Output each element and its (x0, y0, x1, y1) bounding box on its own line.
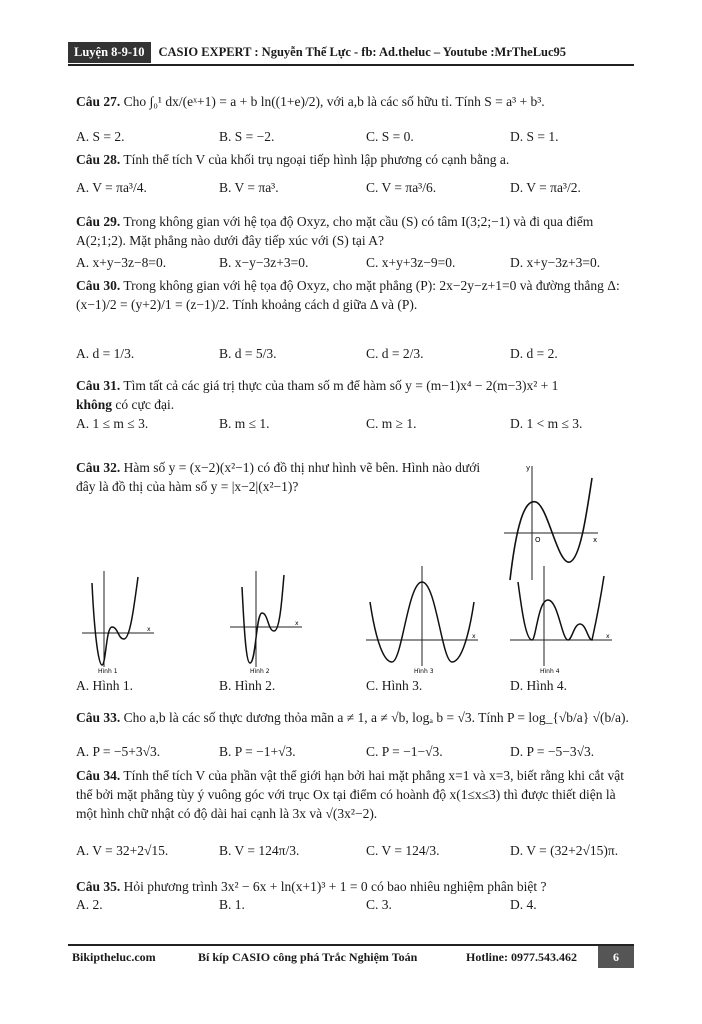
option-b: B. P = −1+√3. (219, 744, 296, 759)
question-32: Câu 32. Hàm số y = (x−2)(x²−1) có đồ thị như hình vẽ bên. Hình nào dưới đây là đồ thị của hàm số y = |x−2|(x²−1)? (76, 460, 481, 494)
figure-2-caption: Hình 2 (250, 668, 270, 675)
figure-4-caption: Hình 4 (540, 668, 560, 675)
option-c: C. m ≥ 1. (366, 416, 417, 431)
svg-text:x: x (472, 633, 476, 640)
option-c: C. S = 0. (366, 129, 414, 144)
svg-text:x: x (295, 620, 299, 627)
option-a: A. Hình 1. (76, 678, 133, 693)
option-a: A. 1 ≤ m ≤ 3. (76, 416, 149, 431)
options-30 (76, 346, 632, 366)
option-b: B. x−y−3z+3=0. (219, 255, 309, 270)
figure-1-graph (78, 567, 158, 675)
question-27: Câu 27. Cho ∫₀¹ dx/(eˣ+1) = a + b ln((1+e)/2), với a,b là các số hữu tỉ. Tính S = a³ + b³. (76, 94, 545, 109)
option-d: D. x+y−3z+3=0. (510, 255, 601, 270)
option-b: B. V = 124π/3. (219, 843, 300, 858)
figure-4-graph (506, 562, 616, 675)
options-32 (76, 678, 632, 698)
page-footer (68, 944, 634, 968)
options-34 (76, 843, 632, 863)
question-30: Câu 30. Trong không gian với hệ tọa độ Oxyz, cho mặt phẳng (P): 2x−2y−z+1=0 và đường thẳng Δ: (x−1)/2 = (y+2)/1 = (z−1)/2. Tính khoảng cách d giữa Δ và (P). (76, 278, 620, 312)
option-b: B. d = 5/3. (219, 346, 277, 361)
option-d: D. P = −5−3√3. (510, 744, 595, 759)
option-a: A. d = 1/3. (76, 346, 135, 361)
option-c: C. x+y+3z−9=0. (366, 255, 456, 270)
options-33 (76, 744, 632, 764)
options-28 (76, 180, 632, 200)
option-a: A. x+y−3z−8=0. (76, 255, 167, 270)
option-d: D. 1 < m ≤ 3. (510, 416, 583, 431)
option-b: B. 1. (219, 897, 245, 912)
option-b: B. Hình 2. (219, 678, 276, 693)
option-b: B. S = −2. (219, 129, 275, 144)
header-text: CASIO EXPERT : Nguyễn Thế Lực - fb: Ad.theluc – Youtube :MrTheLuc95 (158, 44, 567, 59)
options-31 (76, 416, 632, 436)
svg-text:y: y (526, 464, 531, 472)
svg-text:x: x (147, 626, 151, 633)
option-d: D. S = 1. (510, 129, 559, 144)
figure-1-caption: Hình 1 (98, 668, 118, 675)
question-35: Câu 35. Hỏi phương trình 3x² − 6x + ln(x+1)³ + 1 = 0 có bao nhiêu nghiệm phân biệt ? (76, 879, 547, 894)
question-33: Câu 33. Cho a,b là các số thực dương thỏa mãn a ≠ 1, a ≠ √b, logₐ b = √3. Tính P = log_{√b/a} √(b/a). (76, 710, 629, 725)
question-28: Câu 28. Tính thể tích V của khối trụ ngoại tiếp hình lập phương có cạnh bằng a. (76, 152, 510, 167)
options-27 (76, 129, 632, 149)
figure-3-caption: Hình 3 (414, 668, 434, 675)
option-a: A. V = 32+2√15. (76, 843, 169, 858)
option-a: A. 2. (76, 897, 103, 912)
option-d: D. V = (32+2√15)π. (510, 843, 619, 858)
option-b: B. V = πa³. (219, 180, 279, 195)
option-d: D. d = 2. (510, 346, 558, 361)
option-c: C. P = −1−√3. (366, 744, 443, 759)
options-35 (76, 897, 632, 917)
footer-title: Bí kíp CASIO công phá Trắc Nghiệm Toán (198, 949, 418, 964)
option-a: A. V = πa³/4. (76, 180, 147, 195)
page-header (68, 40, 634, 66)
options-29 (76, 255, 632, 275)
footer-hotline: Hotline: 0977.543.462 (466, 949, 577, 964)
option-c: C. d = 2/3. (366, 346, 424, 361)
option-c: C. V = 124/3. (366, 843, 440, 858)
question-34: Câu 34. Tính thể tích V của phần vật thể giới hạn bởi hai mặt phẳng x=1 và x=3, biết rằng khi cắt vật thể bởi mặt phẳng tùy ý vuông góc với trục Ox tại điểm có hoành độ x(1≤x≤3) thì được thiết diện là một hình chữ nhật có độ dài hai cạnh là 3x và √(3x²−2). (76, 768, 625, 821)
svg-text:O: O (535, 536, 541, 544)
question-29: Câu 29. Trong không gian với hệ tọa độ Oxyz, cho mặt cầu (S) có tâm I(3;2;−1) và đi qua điểm A(2;1;2). Mặt phẳng nào dưới đây tiếp xúc với (S) tại A? (76, 214, 594, 248)
svg-text:x: x (606, 633, 610, 640)
option-c: C. V = πa³/6. (366, 180, 437, 195)
footer-site: Bikiptheluc.com (72, 949, 156, 964)
option-a: A. P = −5+3√3. (76, 744, 161, 759)
option-c: C. Hình 3. (366, 678, 423, 693)
question-31: Câu 31. Tìm tất cả các giá trị thực của tham số m để hàm số y = (m−1)x⁴ − 2(m−3)x² + 1 không có cực đại. (76, 378, 559, 412)
option-d: D. V = πa³/2. (510, 180, 581, 195)
option-c: C. 3. (366, 897, 392, 912)
option-b: B. m ≤ 1. (219, 416, 270, 431)
figure-3-graph (362, 562, 482, 675)
option-a: A. S = 2. (76, 129, 125, 144)
page-number: 6 (598, 946, 634, 968)
figure-2-graph (226, 567, 306, 675)
svg-text:x: x (593, 536, 598, 544)
option-d: D. 4. (510, 897, 537, 912)
chapter-tag: Luyện 8-9-10 (68, 42, 151, 63)
option-d: D. Hình 4. (510, 678, 567, 693)
